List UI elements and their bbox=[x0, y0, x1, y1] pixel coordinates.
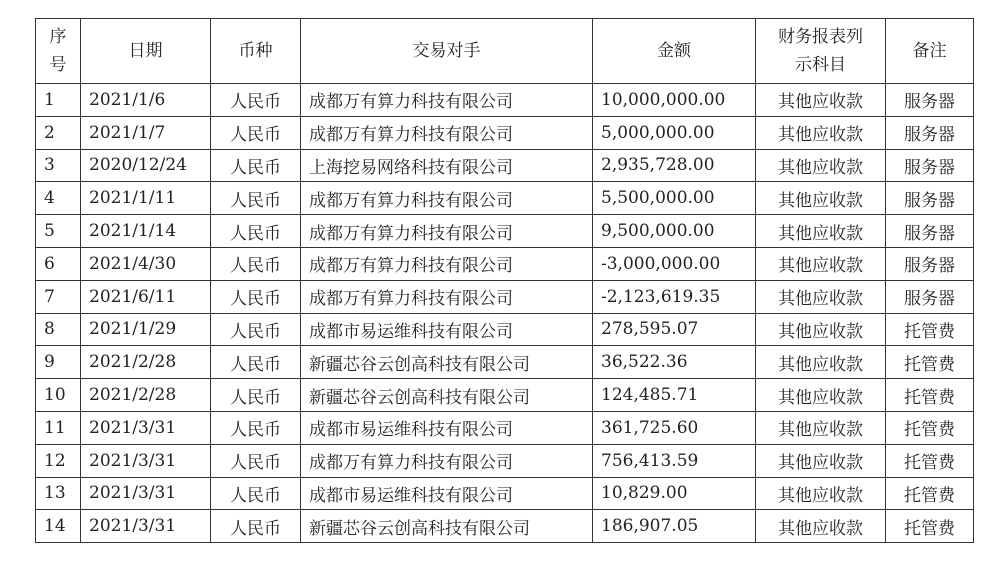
table-row bbox=[36, 313, 974, 346]
table-row bbox=[36, 280, 974, 313]
cell-counterparty: 新疆芯谷云创高科技有限公司 bbox=[301, 379, 593, 412]
cell-counterparty: 成都万有算力科技有限公司 bbox=[301, 444, 593, 477]
cell-index: 4 bbox=[36, 182, 81, 215]
header-currency: 币种 bbox=[211, 19, 301, 84]
cell-counterparty: 上海挖易网络科技有限公司 bbox=[301, 149, 593, 182]
cell-date: 2021/3/31 bbox=[81, 444, 211, 477]
cell-note: 托管费 bbox=[886, 313, 974, 346]
cell-account: 其他应收款 bbox=[756, 379, 886, 412]
header-index-line1: 序 bbox=[49, 27, 67, 47]
table-row bbox=[36, 510, 974, 543]
cell-note: 服务器 bbox=[886, 116, 974, 149]
cell-date: 2021/1/29 bbox=[81, 313, 211, 346]
cell-amount: -2,123,619.35 bbox=[593, 280, 756, 313]
cell-account: 其他应收款 bbox=[756, 477, 886, 510]
cell-amount: 5,500,000.00 bbox=[593, 182, 756, 215]
cell-account: 其他应收款 bbox=[756, 247, 886, 280]
cell-account: 其他应收款 bbox=[756, 215, 886, 248]
cell-account: 其他应收款 bbox=[756, 346, 886, 379]
cell-counterparty: 成都市易运维科技有限公司 bbox=[301, 411, 593, 444]
cell-account: 其他应收款 bbox=[756, 313, 886, 346]
cell-index: 11 bbox=[36, 411, 81, 444]
cell-currency: 人民币 bbox=[211, 116, 301, 149]
cell-amount: 36,522.36 bbox=[593, 346, 756, 379]
cell-counterparty: 成都万有算力科技有限公司 bbox=[301, 116, 593, 149]
header-counterparty: 交易对手 bbox=[301, 19, 593, 84]
table-row bbox=[36, 444, 974, 477]
table-row bbox=[36, 346, 974, 379]
cell-note: 托管费 bbox=[886, 411, 974, 444]
cell-currency: 人民币 bbox=[211, 149, 301, 182]
cell-note: 服务器 bbox=[886, 280, 974, 313]
cell-counterparty: 新疆芯谷云创高科技有限公司 bbox=[301, 510, 593, 543]
cell-amount: 756,413.59 bbox=[593, 444, 756, 477]
cell-currency: 人民币 bbox=[211, 510, 301, 543]
cell-counterparty: 成都万有算力科技有限公司 bbox=[301, 280, 593, 313]
cell-index: 5 bbox=[36, 215, 81, 248]
cell-note: 托管费 bbox=[886, 379, 974, 412]
cell-note: 托管费 bbox=[886, 346, 974, 379]
header-note: 备注 bbox=[886, 19, 974, 84]
cell-note: 托管费 bbox=[886, 444, 974, 477]
table-row bbox=[36, 149, 974, 182]
cell-amount: 361,725.60 bbox=[593, 411, 756, 444]
cell-counterparty: 新疆芯谷云创高科技有限公司 bbox=[301, 346, 593, 379]
cell-index: 2 bbox=[36, 116, 81, 149]
cell-counterparty: 成都万有算力科技有限公司 bbox=[301, 215, 593, 248]
table-row bbox=[36, 84, 974, 117]
header-date: 日期 bbox=[81, 19, 211, 84]
cell-currency: 人民币 bbox=[211, 313, 301, 346]
cell-amount: 5,000,000.00 bbox=[593, 116, 756, 149]
table-row bbox=[36, 247, 974, 280]
table-body bbox=[36, 84, 974, 543]
cell-index: 3 bbox=[36, 149, 81, 182]
table-row bbox=[36, 182, 974, 215]
cell-currency: 人民币 bbox=[211, 280, 301, 313]
cell-index: 14 bbox=[36, 510, 81, 543]
cell-currency: 人民币 bbox=[211, 444, 301, 477]
cell-account: 其他应收款 bbox=[756, 444, 886, 477]
header-account bbox=[756, 19, 886, 84]
cell-amount: 10,829.00 bbox=[593, 477, 756, 510]
cell-account: 其他应收款 bbox=[756, 280, 886, 313]
cell-account: 其他应收款 bbox=[756, 84, 886, 117]
table-row bbox=[36, 411, 974, 444]
header-account-line1: 财务报表列 bbox=[778, 27, 863, 47]
cell-date: 2021/3/31 bbox=[81, 510, 211, 543]
cell-amount: 124,485.71 bbox=[593, 379, 756, 412]
cell-counterparty: 成都市易运维科技有限公司 bbox=[301, 313, 593, 346]
cell-note: 托管费 bbox=[886, 510, 974, 543]
cell-index: 10 bbox=[36, 379, 81, 412]
cell-date: 2021/1/7 bbox=[81, 116, 211, 149]
cell-account: 其他应收款 bbox=[756, 411, 886, 444]
cell-account: 其他应收款 bbox=[756, 149, 886, 182]
cell-date: 2021/6/11 bbox=[81, 280, 211, 313]
cell-index: 1 bbox=[36, 84, 81, 117]
cell-currency: 人民币 bbox=[211, 182, 301, 215]
cell-index: 8 bbox=[36, 313, 81, 346]
table-row bbox=[36, 477, 974, 510]
cell-account: 其他应收款 bbox=[756, 182, 886, 215]
cell-date: 2021/3/31 bbox=[81, 477, 211, 510]
cell-currency: 人民币 bbox=[211, 477, 301, 510]
cell-date: 2021/3/31 bbox=[81, 411, 211, 444]
cell-note: 托管费 bbox=[886, 477, 974, 510]
cell-note: 服务器 bbox=[886, 149, 974, 182]
cell-note: 服务器 bbox=[886, 215, 974, 248]
cell-account: 其他应收款 bbox=[756, 510, 886, 543]
cell-amount: 9,500,000.00 bbox=[593, 215, 756, 248]
cell-counterparty: 成都万有算力科技有限公司 bbox=[301, 182, 593, 215]
cell-currency: 人民币 bbox=[211, 379, 301, 412]
transaction-table bbox=[35, 18, 974, 543]
cell-date: 2020/12/24 bbox=[81, 149, 211, 182]
header-index-line2: 号 bbox=[49, 55, 67, 75]
cell-index: 9 bbox=[36, 346, 81, 379]
header-amount: 金额 bbox=[593, 19, 756, 84]
cell-counterparty: 成都万有算力科技有限公司 bbox=[301, 247, 593, 280]
cell-amount: 2,935,728.00 bbox=[593, 149, 756, 182]
table-row bbox=[36, 215, 974, 248]
table-row bbox=[36, 116, 974, 149]
header-account-line2: 示科目 bbox=[795, 55, 846, 75]
cell-index: 6 bbox=[36, 247, 81, 280]
cell-note: 服务器 bbox=[886, 247, 974, 280]
cell-currency: 人民币 bbox=[211, 84, 301, 117]
cell-amount: -3,000,000.00 bbox=[593, 247, 756, 280]
cell-amount: 186,907.05 bbox=[593, 510, 756, 543]
cell-currency: 人民币 bbox=[211, 215, 301, 248]
cell-counterparty: 成都万有算力科技有限公司 bbox=[301, 84, 593, 117]
cell-index: 7 bbox=[36, 280, 81, 313]
cell-date: 2021/1/6 bbox=[81, 84, 211, 117]
cell-account: 其他应收款 bbox=[756, 116, 886, 149]
table-row bbox=[36, 379, 974, 412]
cell-date: 2021/1/14 bbox=[81, 215, 211, 248]
cell-date: 2021/4/30 bbox=[81, 247, 211, 280]
cell-amount: 10,000,000.00 bbox=[593, 84, 756, 117]
cell-index: 13 bbox=[36, 477, 81, 510]
cell-currency: 人民币 bbox=[211, 411, 301, 444]
cell-amount: 278,595.07 bbox=[593, 313, 756, 346]
header-index bbox=[36, 19, 81, 84]
cell-date: 2021/2/28 bbox=[81, 346, 211, 379]
cell-date: 2021/2/28 bbox=[81, 379, 211, 412]
cell-currency: 人民币 bbox=[211, 346, 301, 379]
cell-note: 服务器 bbox=[886, 84, 974, 117]
cell-note: 服务器 bbox=[886, 182, 974, 215]
cell-counterparty: 成都市易运维科技有限公司 bbox=[301, 477, 593, 510]
cell-index: 12 bbox=[36, 444, 81, 477]
cell-currency: 人民币 bbox=[211, 247, 301, 280]
header-row bbox=[36, 19, 974, 84]
cell-date: 2021/1/11 bbox=[81, 182, 211, 215]
